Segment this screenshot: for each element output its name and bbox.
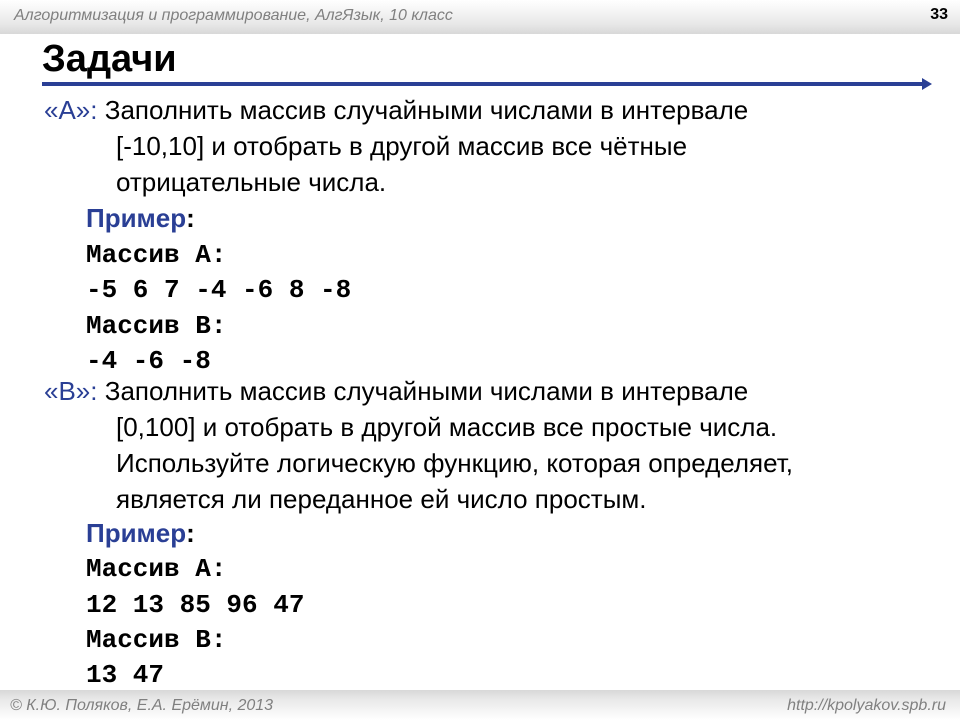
task-b-line-1 — [44, 376, 748, 407]
task-b-example-label — [86, 518, 195, 549]
task-a-text-1: Заполнить массив случайными числами в интервале — [104, 95, 749, 125]
task-a-line-3: отрицательные числа. — [116, 167, 387, 197]
task-a-line-1 — [44, 95, 748, 126]
task-b-array-b-label: Массив B: — [86, 625, 227, 655]
task-b-array-a-values: 12 13 85 96 47 — [86, 590, 305, 620]
task-b-example-word: Пример — [86, 518, 187, 548]
slide-title: Задачи — [42, 38, 177, 80]
footer-url: http://kpolyakov.spb.ru — [787, 697, 946, 714]
footer-authors: © К.Ю. Поляков, Е.А. Ерёмин, 2013 — [10, 697, 274, 714]
task-a-array-a-values: -5 6 7 -4 -6 8 -8 — [86, 275, 352, 305]
task-a-array-b-values: -4 -6 -8 — [86, 346, 211, 376]
task-a-example-word: Пример — [86, 203, 187, 233]
task-a-marker: «A»: — [44, 95, 98, 125]
task-b-text-1: Заполнить массив случайными числами в интервале — [104, 376, 749, 406]
task-a-example-colon: : — [186, 203, 195, 233]
task-a-line-2: [-10,10] и отобрать в другой массив все чётные — [116, 131, 688, 161]
title-underline — [42, 82, 928, 86]
course-title: Алгоритмизация и программирование, АлгЯзык, 10 класс — [14, 7, 453, 24]
task-b-marker: «B»: — [44, 376, 98, 406]
task-b-line-3: Используйте логическую функцию, которая определяет, — [116, 448, 793, 478]
task-b-array-a-label: Массив A: — [86, 554, 227, 584]
task-a-array-a-label: Массив A: — [86, 240, 227, 270]
slide-number: 33 — [930, 6, 948, 23]
task-b-line-2: [0,100] и отобрать в другой массив все простые числа. — [116, 412, 778, 442]
task-a-example-label — [86, 203, 195, 234]
task-a-array-b-label: Массив B: — [86, 311, 227, 341]
title-underline-arrow — [922, 78, 932, 90]
task-b-example-colon: : — [186, 518, 195, 548]
task-b-array-b-values: 13 47 — [86, 660, 165, 690]
task-b-line-4: является ли переданное ей число простым. — [116, 484, 647, 514]
